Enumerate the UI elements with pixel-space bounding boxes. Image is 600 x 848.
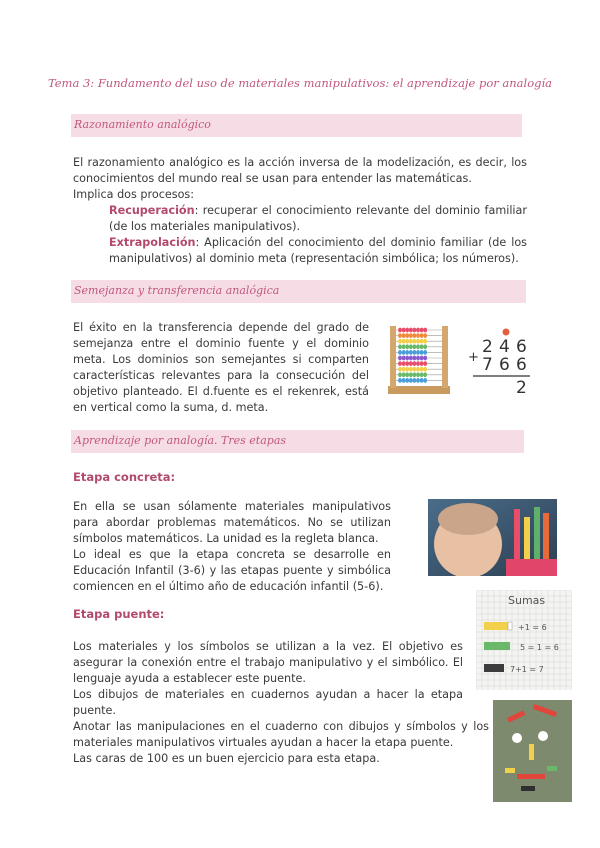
- bead: [423, 328, 427, 333]
- bead: [398, 367, 402, 372]
- digit: 2: [516, 378, 527, 398]
- bead: [423, 344, 427, 349]
- bead: [405, 333, 409, 338]
- page-title: Tema 3: Fundamento del uso de materiales manipulativos: el aprendizaje por analogía: [47, 76, 553, 90]
- bead: [420, 356, 424, 361]
- bead: [413, 350, 417, 355]
- bead: [398, 361, 402, 366]
- bead: [398, 350, 402, 355]
- bead: [420, 350, 424, 355]
- etapa-concreta-title: Etapa concreta:: [73, 470, 176, 484]
- bead: [402, 344, 406, 349]
- bead: [409, 344, 413, 349]
- digit: 6: [516, 337, 527, 357]
- bead: [420, 361, 424, 366]
- bead: [416, 350, 420, 355]
- bead: [420, 372, 424, 377]
- etapa-puente-title: Etapa puente:: [73, 607, 165, 621]
- child-photo: [428, 499, 557, 576]
- bead: [405, 378, 409, 383]
- bead: [416, 372, 420, 377]
- bead: [420, 339, 424, 344]
- bead: [398, 372, 402, 377]
- bead: [402, 361, 406, 366]
- bead: [413, 339, 417, 344]
- bead: [413, 328, 417, 333]
- bead: [416, 367, 420, 372]
- paragraph: El éxito en la transferencia depende del grado de semejanza entre el dominio fuente y el dominio meta. Los dominios son semejantes si comparten características relevantes para la consecución del objetivo planteado. El d.fuente es el rekenrek, está en vertical como la suma, d. meta.: [73, 321, 369, 414]
- digit: 7: [482, 355, 493, 375]
- bead: [402, 367, 406, 372]
- bead: [405, 356, 409, 361]
- notebook-image: [476, 590, 572, 690]
- bead: [423, 361, 427, 366]
- section-heading: Razonamiento analógico: [74, 118, 211, 131]
- bead: [423, 378, 427, 383]
- paragraph: En ella se usan sólamente materiales manipulativos para abordar problemas matemáticos. No se utilizan símbolos matemáticos. La unidad es la regleta blanca.: [73, 500, 391, 545]
- paragraph: Implica dos procesos:: [73, 188, 195, 201]
- carry-dot: [503, 329, 510, 336]
- bead: [405, 367, 409, 372]
- section-heading-band: [71, 114, 522, 137]
- bead: [409, 328, 413, 333]
- paragraph: Los materiales y los símbolos se utilizan a la vez. El objetivo es asegurar la conexión entre el trabajo manipulativo y el simbólico. El lenguaje ayuda a establecer este puente.: [73, 640, 463, 685]
- section-heading: Semejanza y transferencia analógica: [74, 284, 280, 297]
- bead: [416, 344, 420, 349]
- bead: [420, 333, 424, 338]
- bead: [423, 339, 427, 344]
- bead: [398, 344, 402, 349]
- paragraph: Lo ideal es que la etapa concreta se desarrolle en Educación Infantil (3-6) y las etapas puente y simbólica comiencen en el último año de educación infantil (5-6).: [73, 548, 391, 593]
- process-extrapolacion: [109, 235, 527, 267]
- bead: [409, 372, 413, 377]
- bead: [420, 344, 424, 349]
- definition: : Aplicación del conocimiento del dominio familiar (de los manipulativos) al dominio meta (representación simbólica; los números).: [109, 236, 527, 265]
- bead: [402, 350, 406, 355]
- notebook-line: 7+1 = 7: [510, 665, 544, 674]
- bead: [423, 356, 427, 361]
- bead: [405, 339, 409, 344]
- bead: [413, 356, 417, 361]
- bead: [409, 339, 413, 344]
- notebook-header: Sumas: [508, 594, 546, 607]
- definition: : recuperar el conocimiento relevante del dominio familiar (de los materiales manipulativos).: [109, 204, 527, 233]
- bead: [416, 356, 420, 361]
- bead: [402, 333, 406, 338]
- bead: [413, 344, 417, 349]
- bead: [402, 372, 406, 377]
- rekenrek-image: [384, 322, 454, 396]
- bead: [402, 328, 406, 333]
- term: Recuperación: [109, 204, 195, 217]
- bead: [413, 367, 417, 372]
- bead: [409, 356, 413, 361]
- vertical-sum: [468, 326, 532, 398]
- paragraph: Anotar las manipulaciones en el cuaderno con dibujos y símbolos y los materiales manipulativos virtuales ayudan a hacer la etapa puente.: [73, 720, 489, 749]
- notebook-line: +1 = 6: [518, 623, 547, 632]
- bead: [416, 378, 420, 383]
- bead: [423, 372, 427, 377]
- digit: 2: [482, 337, 493, 357]
- bead: [398, 333, 402, 338]
- bead: [416, 333, 420, 338]
- caras-de-100-image: [493, 700, 572, 802]
- bead: [416, 328, 420, 333]
- paragraph: Los dibujos de materiales en cuadernos ayudan a hacer la etapa puente.: [73, 688, 463, 717]
- bead: [423, 333, 427, 338]
- digit: 6: [516, 355, 527, 375]
- bead: [405, 361, 409, 366]
- bead: [409, 378, 413, 383]
- bead: [409, 367, 413, 372]
- digit: 6: [499, 355, 510, 375]
- bead: [413, 333, 417, 338]
- bead: [420, 367, 424, 372]
- bead: [402, 378, 406, 383]
- bead: [402, 339, 406, 344]
- bead: [405, 328, 409, 333]
- bead: [413, 378, 417, 383]
- section-heading: Aprendizaje por analogía. Tres etapas: [74, 434, 287, 447]
- bead: [398, 328, 402, 333]
- paragraph: Las caras de 100 es un buen ejercicio para esta etapa.: [73, 752, 380, 765]
- bead: [405, 350, 409, 355]
- notebook-line: 5 = 1 = 6: [520, 643, 559, 652]
- bead: [398, 378, 402, 383]
- bead: [420, 378, 424, 383]
- bead: [423, 367, 427, 372]
- bead: [405, 372, 409, 377]
- digit: 4: [499, 337, 510, 357]
- bead: [398, 356, 402, 361]
- paragraph: El razonamiento analógico es la acción inversa de la modelización, es decir, los conocimientos del mundo real se usan para entender las matemáticas.: [73, 156, 527, 185]
- section-heading-band: [71, 280, 526, 303]
- section-heading-band: [71, 430, 524, 453]
- bead: [420, 328, 424, 333]
- bead: [409, 361, 413, 366]
- bead: [413, 372, 417, 377]
- process-recuperacion: [109, 203, 527, 235]
- plus-sign: +: [468, 350, 479, 365]
- bead: [416, 361, 420, 366]
- bead: [402, 356, 406, 361]
- bead: [409, 350, 413, 355]
- term: Extrapolación: [109, 236, 196, 249]
- bead: [416, 339, 420, 344]
- bead: [405, 344, 409, 349]
- bead: [413, 361, 417, 366]
- bead: [409, 333, 413, 338]
- bead: [423, 350, 427, 355]
- bead: [398, 339, 402, 344]
